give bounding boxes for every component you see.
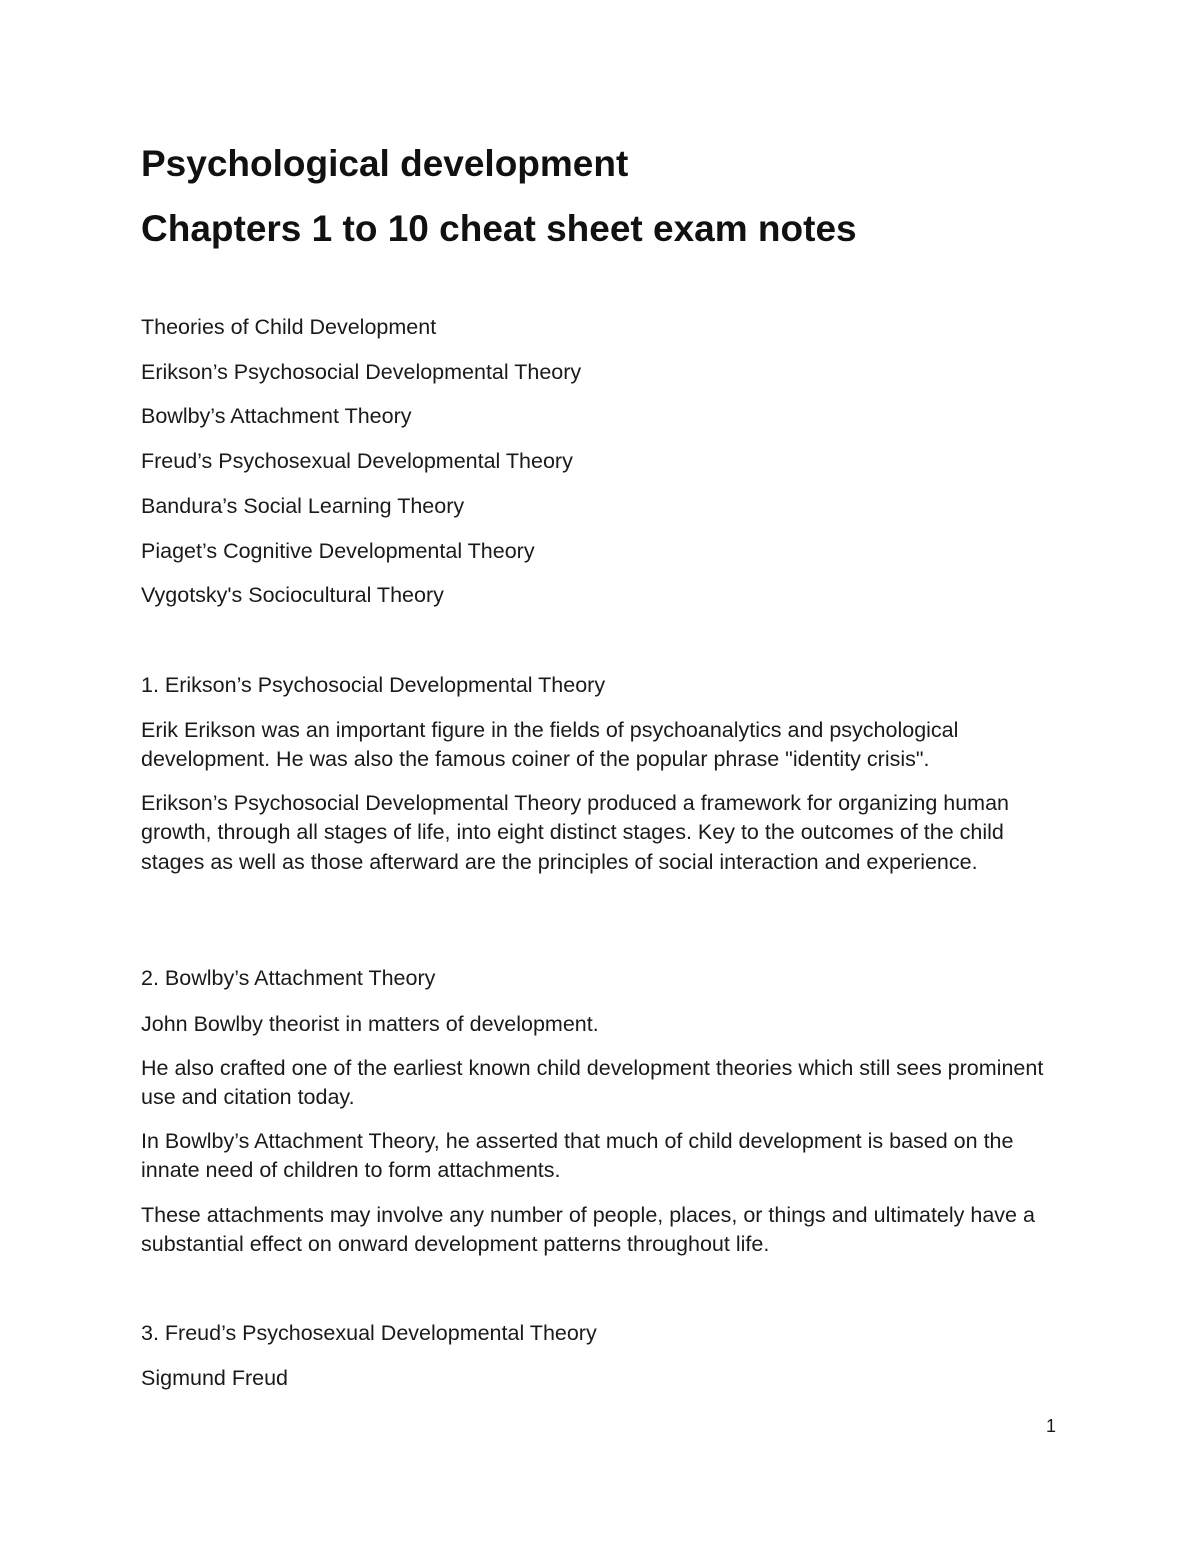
section-heading: 1. Erikson’s Psychosocial Developmental Theory: [141, 673, 606, 697]
section-paragraph: Sigmund Freud: [141, 1366, 288, 1390]
section-paragraph: John Bowlby theorist in matters of development.: [141, 1012, 599, 1036]
section-paragraph: These attachments may involve any number of people, places, or things and ultimately have a substantial effect on onward development patterns throughout life.: [141, 1203, 1035, 1257]
toc-item: Piaget’s Cognitive Developmental Theory: [141, 539, 535, 563]
section-paragraph: In Bowlby’s Attachment Theory, he asserted that much of child development is based on the innate need of children to form attachments.: [141, 1129, 1014, 1183]
section-paragraph: Erik Erikson was an important figure in the fields of psychoanalytics and psychological development. He was also the famous coiner of the popular phrase "identity crisis".: [141, 718, 959, 772]
toc-item: Bandura’s Social Learning Theory: [141, 494, 465, 518]
toc-item: Freud’s Psychosexual Developmental Theory: [141, 449, 573, 473]
toc-item: Vygotsky's Sociocultural Theory: [141, 583, 444, 607]
toc-item: Theories of Child Development: [141, 315, 437, 339]
section-heading: 2. Bowlby’s Attachment Theory: [141, 966, 436, 990]
toc-item: Bowlby’s Attachment Theory: [141, 404, 412, 428]
document-title: Psychological development: [141, 143, 629, 184]
toc-item: Erikson’s Psychosocial Developmental Theory: [141, 360, 582, 384]
section-heading: 3. Freud’s Psychosexual Developmental Theory: [141, 1321, 597, 1345]
section-paragraph: Erikson’s Psychosocial Developmental Theory produced a framework for organizing human growth, through all stages of life, into eight distinct stages. Key to the outcomes of the child stages as well as those afterward are the principles of social interaction and experience.: [141, 791, 1009, 874]
document-subtitle: Chapters 1 to 10 cheat sheet exam notes: [141, 208, 857, 249]
page-number: 1: [1046, 1416, 1057, 1436]
section-paragraph: He also crafted one of the earliest known child development theories which still sees prominent use and citation today.: [141, 1056, 1044, 1110]
